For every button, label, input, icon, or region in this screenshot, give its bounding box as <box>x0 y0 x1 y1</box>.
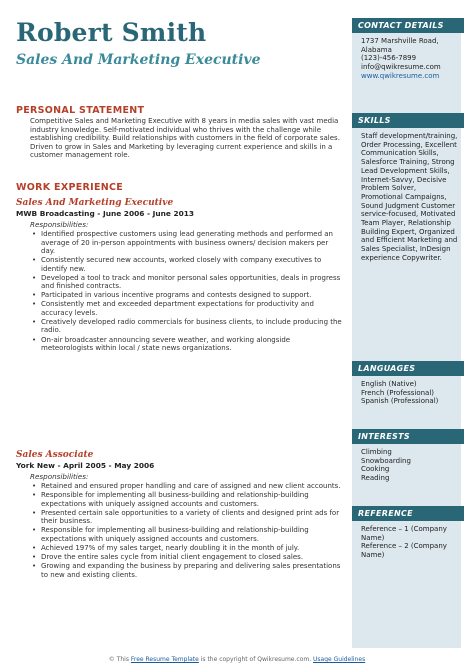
interests-section <box>352 429 464 483</box>
job-entry <box>16 450 342 580</box>
reference-section <box>352 506 464 560</box>
list-item: • Growing and expanding the business by preparing and delivering sales presentations to new and existing clients. <box>32 562 342 579</box>
skills-section <box>352 113 464 263</box>
list-item: • Achieved 197% of my sales target, nearly doubling it in the month of july. <box>32 544 342 553</box>
interests-list <box>352 444 464 483</box>
list-item: • Consistently secured new accounts, worked closely with company executives to identify new. <box>32 256 342 273</box>
address-state: Alabama <box>361 45 392 54</box>
list-item: Spanish (Professional) <box>361 397 439 406</box>
main-column <box>16 18 342 579</box>
list-item: • Consistently met and exceeded department expectations for productivity and accuracy levels. <box>32 300 342 317</box>
list-item: Snowboarding <box>361 456 411 465</box>
skills-text: Staff development/training, Order Processing, Excellent Communication Skills, Salesforce Training, Strong Lead Development Skills, Internet-Savvy, Decisive Problem Solver, Promotional Campaigns, Sound Judgment Customer service-focused, Motivated Team Player, Relationship Building Expert, Organized and Efficient Marketing and Sales Specialist, InDesign experience Copywriter. <box>361 132 458 262</box>
list-item: • Responsible for implementing all business-building and relationship-building expectations with uniquely assigned accounts and customers. <box>32 491 342 508</box>
footer-copyright: is the copyright of Qwikresume.com. <box>198 656 314 663</box>
footer-prefix: © This <box>108 656 131 663</box>
list-item: Reference – 2 (Company Name) <box>361 542 447 560</box>
job-title: Sales And Marketing Executive <box>16 198 174 208</box>
sidebar <box>349 18 461 648</box>
address-line: 1737 Marshville Road, <box>361 37 439 45</box>
candidate-title: Sales And Marketing Executive <box>16 52 261 68</box>
skills-heading: SKILLS <box>352 113 464 128</box>
job-meta: MWB Broadcasting - June 2006 - June 2013 <box>16 209 195 218</box>
list-item: Reference – 1 (Company Name) <box>361 525 447 542</box>
email-address: info@qwikresume.com <box>361 63 441 72</box>
usage-guidelines-link[interactable]: Usage Guidelines <box>313 656 366 663</box>
list-item: • On-air broadcaster announcing severe weather, and working alongside meteorologists within local / state news organizations. <box>32 336 342 353</box>
reference-list <box>352 521 464 560</box>
responsibilities-list <box>32 230 342 353</box>
list-item: Reading <box>361 474 390 483</box>
contact-heading: CONTACT DETAILS <box>352 18 464 33</box>
interests-heading: INTERESTS <box>352 429 464 444</box>
list-item: Cooking <box>361 465 390 474</box>
job-entry <box>16 198 342 353</box>
personal-statement-text: Competitive Sales and Marketing Executive with 8 years in media sales with vast media industry knowledge. Self-motivated individual who thrives with the challenge while establishing credibility. Build relationships with customers in the field of corporate sales. Driven to grow in Sales and Marketing by leveraging current experience and skills in a customer management role. <box>30 117 340 160</box>
list-item: • Participated in various incentive programs and contests designed to support. <box>32 291 342 300</box>
list-item: • Responsible for implementing all business-building and relationship-building expectations with uniquely assigned accounts and customers. <box>32 526 342 543</box>
phone-number: (123)-456-7899 <box>361 54 417 63</box>
languages-list <box>352 376 464 406</box>
work-experience-heading: WORK EXPERIENCE <box>16 182 124 193</box>
list-item: • Developed a tool to track and monitor personal sales opportunities, deals in progress and finished contracts. <box>32 274 342 291</box>
responsibilities-label: Responsibilities: <box>30 472 89 481</box>
list-item: Climbing <box>361 448 392 456</box>
contact-details <box>352 33 464 81</box>
footer <box>0 656 474 663</box>
list-item: French (Professional) <box>361 388 435 397</box>
list-item: • Creatively developed radio commercials for business clients, to include producing the radio. <box>32 318 342 335</box>
free-resume-template-link[interactable]: Free Resume Template <box>130 656 199 663</box>
languages-section <box>352 361 464 406</box>
list-item: • Retained and ensured proper handling and care of assigned and new client accounts. <box>32 482 342 491</box>
reference-heading: REFERENCE <box>352 506 464 521</box>
list-item: • Presented certain sale opportunities to a variety of clients and designed print ads for their business. <box>32 509 342 526</box>
responsibilities-list <box>32 482 342 579</box>
job-meta: York New - April 2005 - May 2006 <box>16 461 155 470</box>
list-item: • Drove the entire sales cycle from initial client engagement to closed sales. <box>32 553 342 562</box>
list-item: • Identified prospective customers using lead generating methods and performed an average of 20 in-person appointments with business owners/ decision makers per day. <box>32 230 342 256</box>
languages-heading: LANGUAGES <box>352 361 464 376</box>
candidate-name: Robert Smith <box>16 18 207 47</box>
responsibilities-label: Responsibilities: <box>30 220 89 229</box>
contact-section <box>352 18 464 81</box>
personal-statement-heading: PERSONAL STATEMENT <box>16 105 145 116</box>
website-link[interactable]: www.qwikresume.com <box>361 71 440 80</box>
list-item: English (Native) <box>361 380 417 388</box>
job-title: Sales Associate <box>16 450 94 460</box>
